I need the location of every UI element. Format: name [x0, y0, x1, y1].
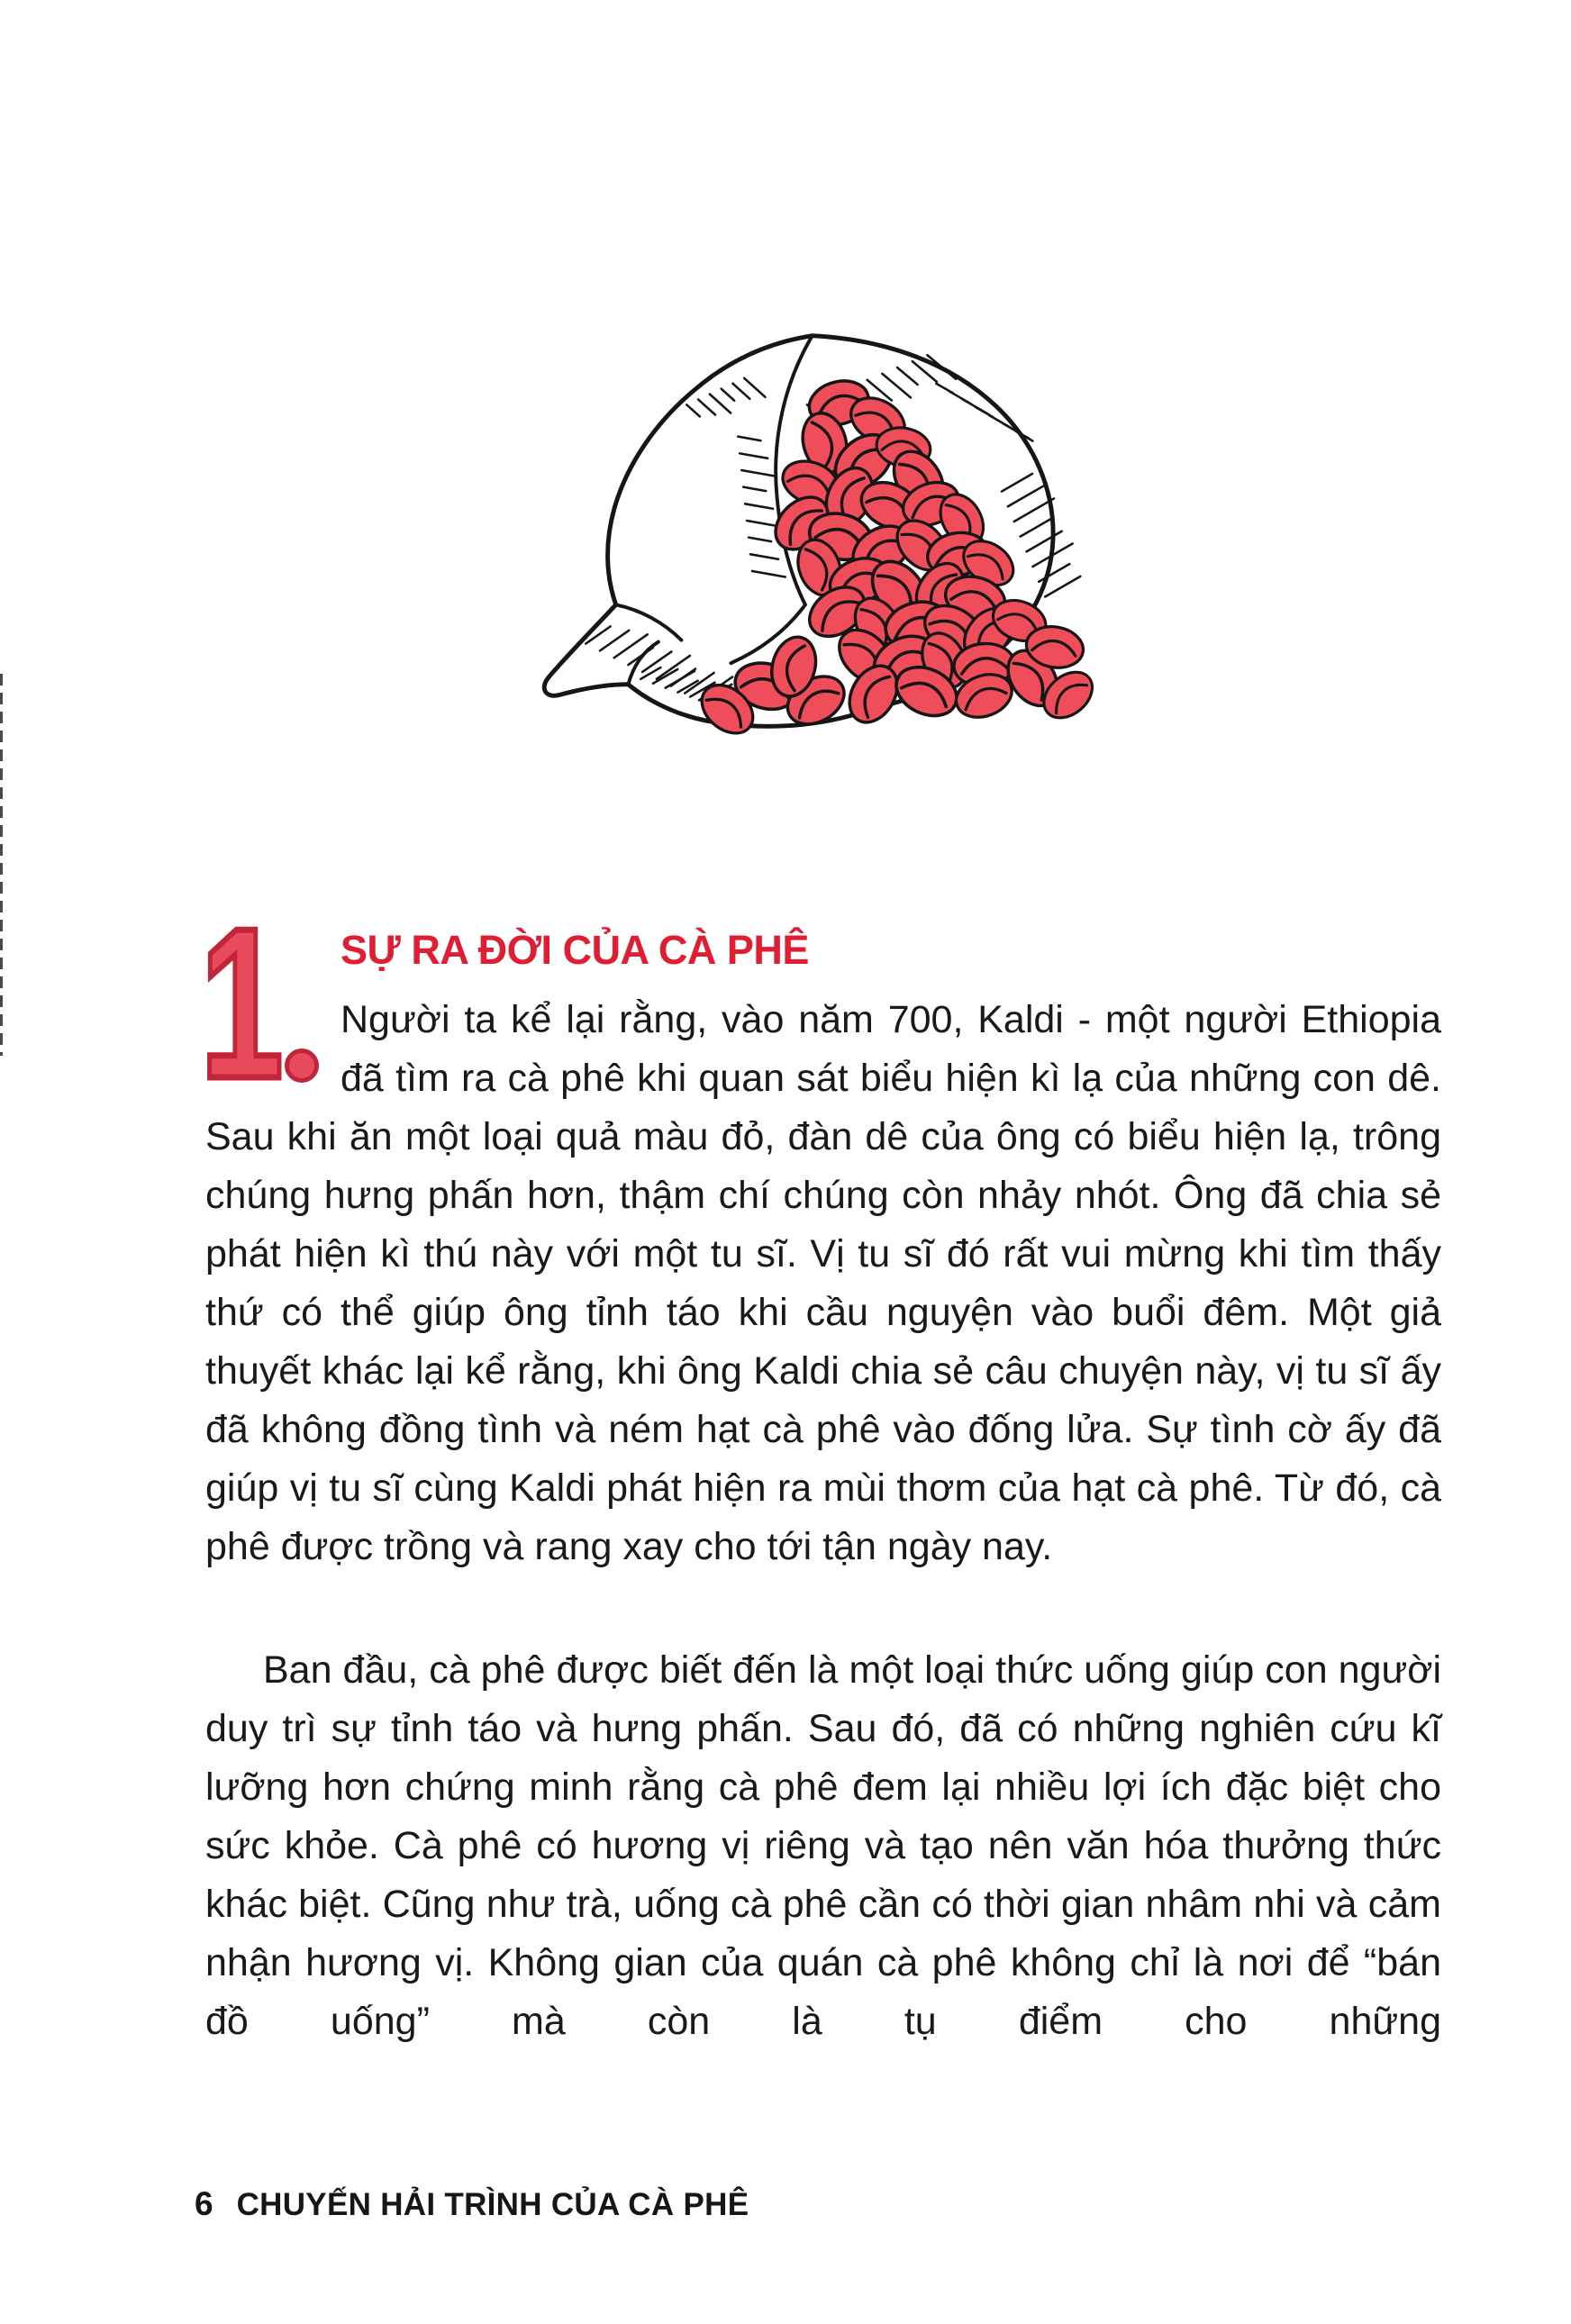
page-number: 6 — [195, 2185, 213, 2222]
chapter-number — [200, 885, 341, 1123]
paragraph-1: Người ta kể lại rằng, vào năm 700, Kaldi - một người Ethiopia đã tìm ra cà phê khi quan sát biểu hiện kì lạ của những con dê. Sau khi ăn một loại quả màu đỏ, đàn dê của ông có biểu hiện lạ, trông chúng hưng phấn hơn, thậm chí chúng còn nhảy nhót. Ông đã chia sẻ phát hiện kì thú này với một tu sĩ. Vị tu sĩ đó rất vui mừng khi tìm thấy thứ có thể giúp ông tỉnh táo khi cầu nguyện vào buổi đêm. Một giả thuyết khác lại kể rằng, khi ông Kaldi chia sẻ câu chuyện này, vị tu sĩ ấy đã không đồng tình và ném hạt cà phê vào đống lửa. Sự tình cờ ấy đã giúp vị tu sĩ cùng Kaldi phát hiện ra mùi thơm của hạt cà phê. Từ đó, cà phê được trồng và rang xay cho tới tận ngày nay. — [205, 998, 1441, 1568]
paragraph-2: Ban đầu, cà phê được biết đến là một loại thức uống giúp con người duy trì sự tỉnh táo và hưng phấn. Sau đó, đã có những nghiên cứu kĩ lưỡng hơn chứng minh rằng cà phê đem lại nhiều lợi ích đặc biệt cho sức khỏe. Cà phê có hương vị riêng và tạo nên văn hóa thưởng thức khác biệt. Cũng như trà, uống cà phê cần có thời gian nhâm nhi và cảm nhận hương vị. Không gian của quán cà phê không chỉ là nơi để “bán đồ uống” mà còn là tụ điểm cho những — [205, 1648, 1441, 2043]
coffee-bag-svg — [501, 297, 1103, 742]
chapter-title: SỰ RA ĐỜI CỦA CÀ PHÊ — [341, 927, 809, 973]
chapter-number-dot — [285, 1049, 319, 1083]
chapter-number-digit: 1 — [200, 885, 284, 1123]
page-footer — [195, 2185, 749, 2223]
running-book-title: CHUYẾN HẢI TRÌNH CỦA CÀ PHÊ — [236, 2187, 749, 2222]
scan-spine-edge — [0, 674, 3, 1056]
chapter-section — [200, 885, 1441, 2051]
coffee-bag-illustration — [501, 297, 1103, 742]
